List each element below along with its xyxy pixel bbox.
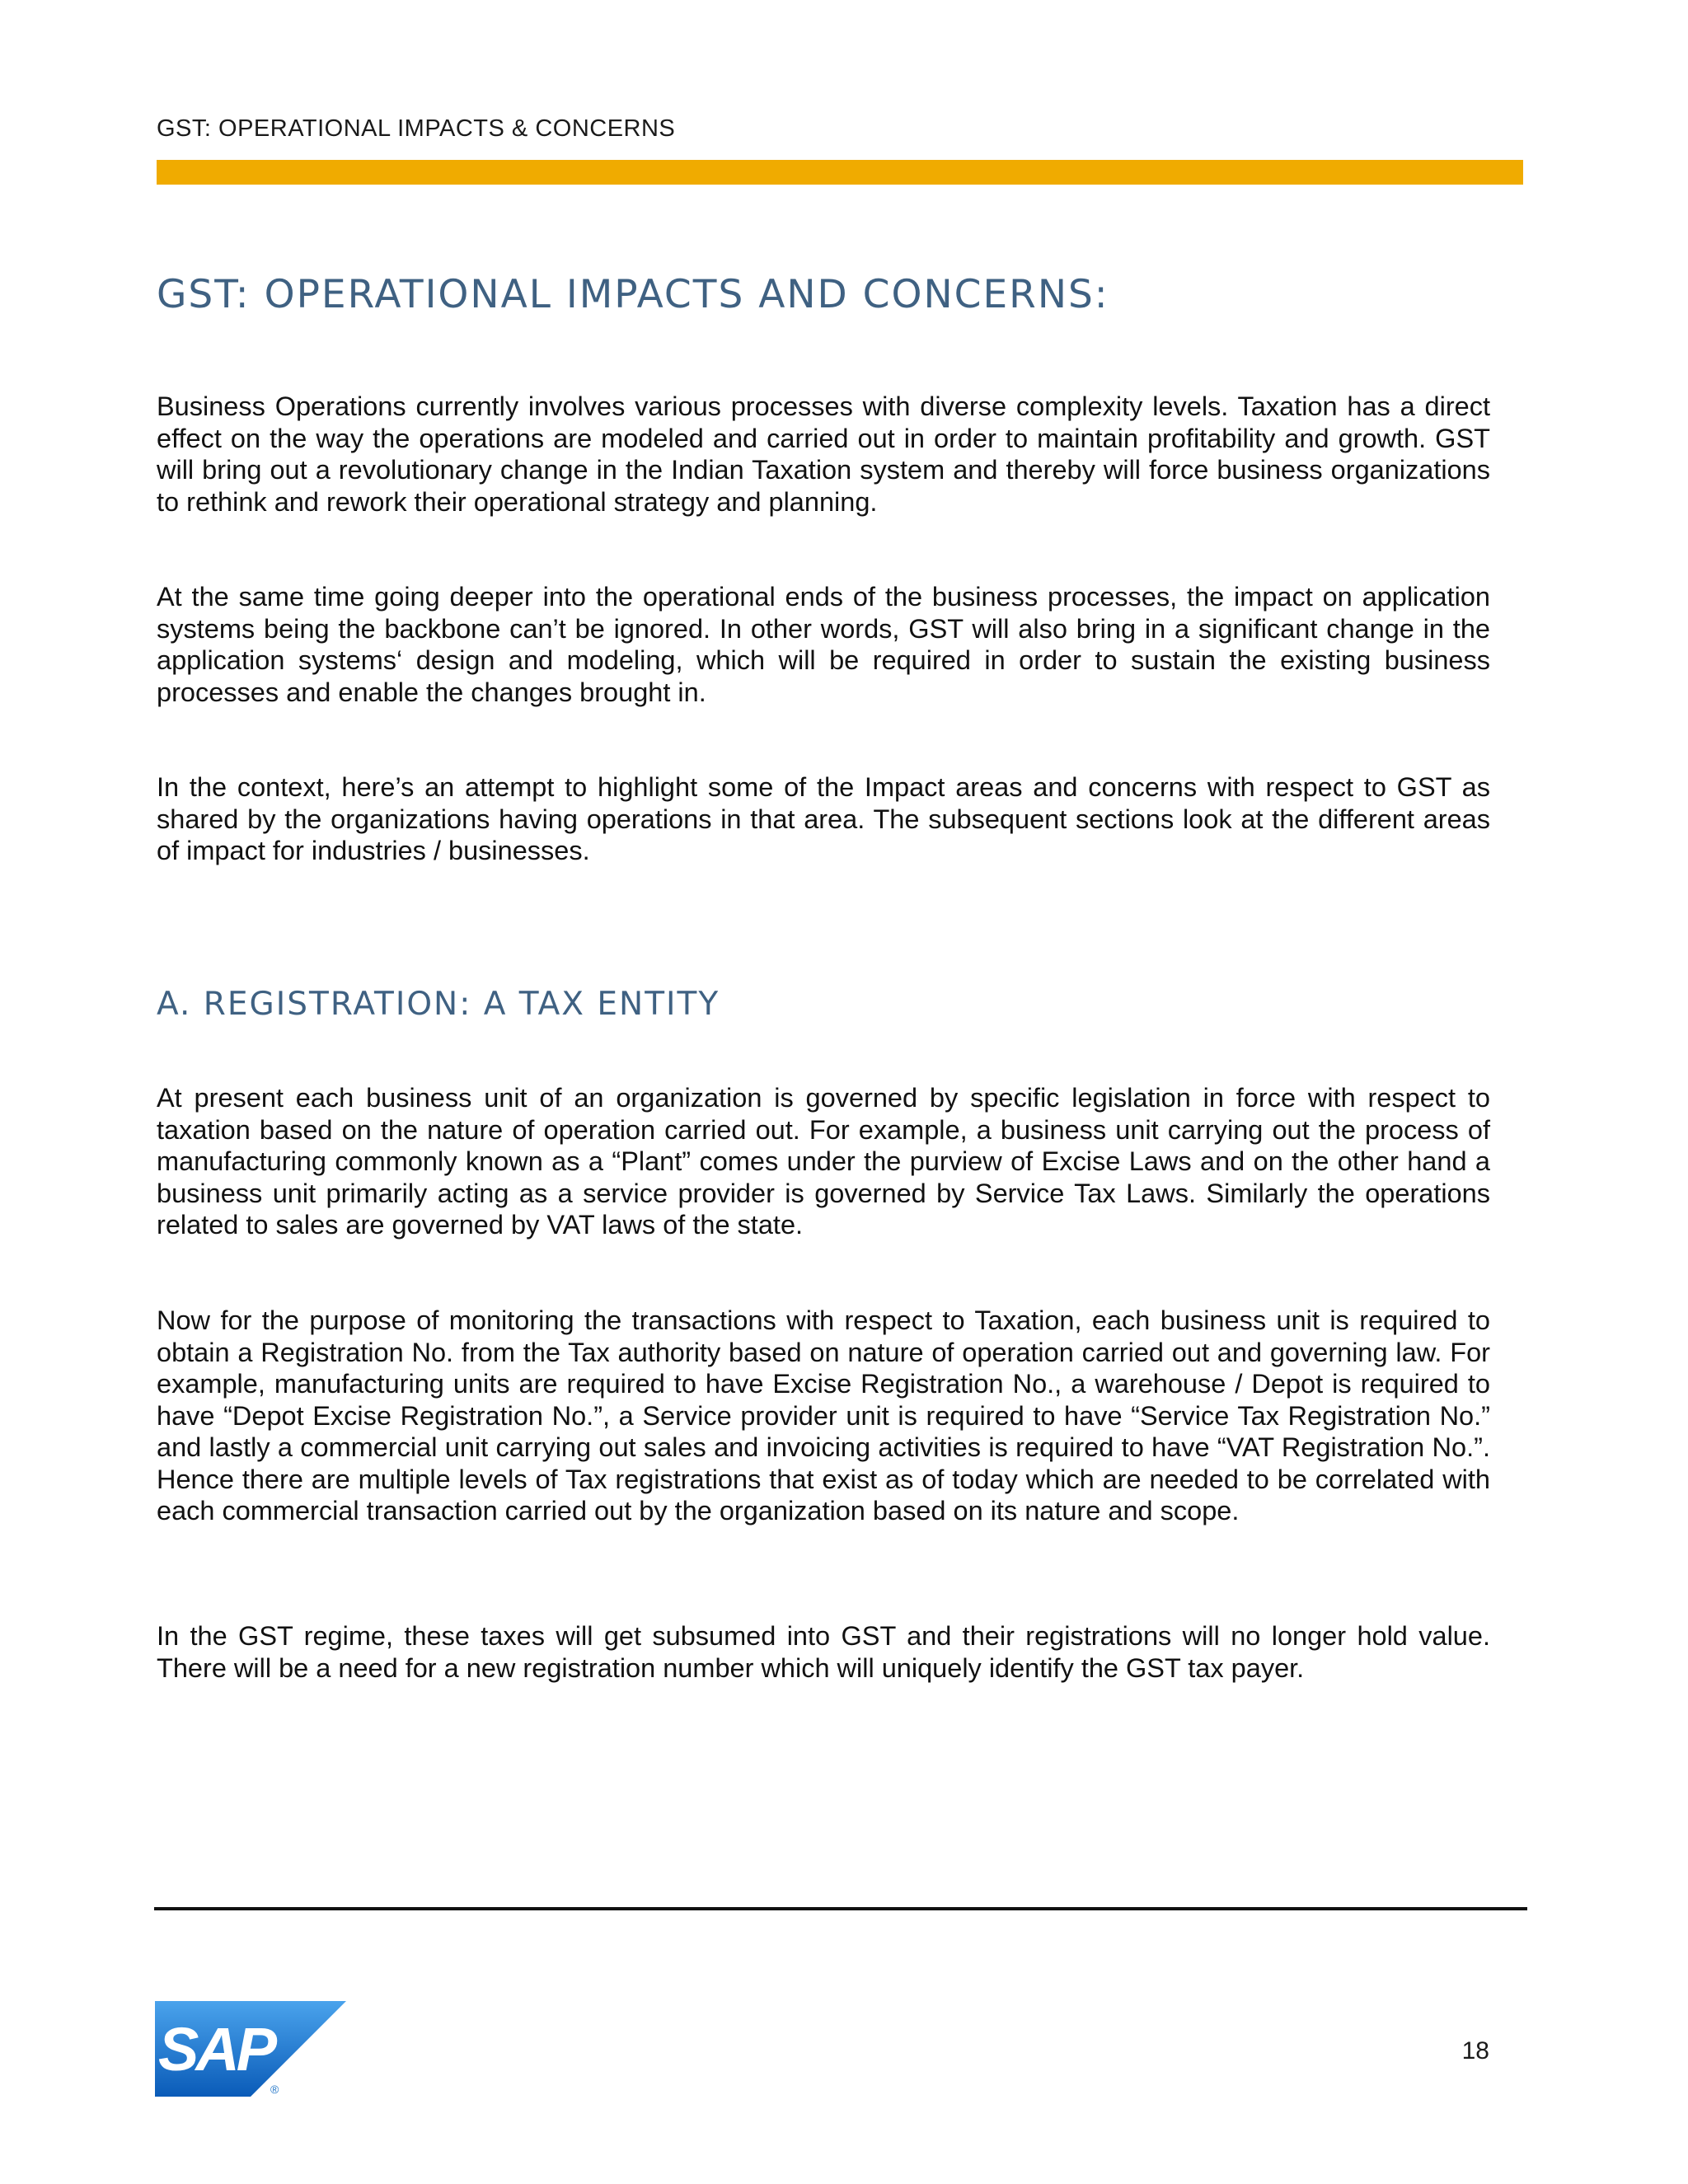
running-header: GST: OPERATIONAL IMPACTS & CONCERNS xyxy=(157,115,676,142)
sap-logo-text: SAP xyxy=(158,2015,274,2083)
registration-paragraph-1: At present each business unit of an organization is governed by specific legislation in force with respect to taxation based on the nature of operation carried out. For example, a business unit carrying out the process of manufacturing commonly known as a “Plant” comes under the purview of Excise Laws and on the other hand a business unit primarily acting as a service provider is governed by Service Tax Laws. Similarly the operations related to sales are governed by VAT laws of the state. xyxy=(157,1083,1490,1240)
section-heading-registration: A. REGISTRATION: A TAX ENTITY xyxy=(157,986,720,1023)
sap-logo xyxy=(155,2001,346,2097)
intro-paragraph-1: Business Operations currently involves various processes with diverse complexity levels. Taxation has a direct effect on the way the operations are modeled and carried out in order to maintain profitability and growth. GST will bring out a revolutionary change in the Indian Taxation system and thereby will force business organizations to rethink and rework their operational strategy and planning. xyxy=(157,391,1490,517)
header-accent-bar xyxy=(157,160,1523,185)
registration-paragraph-2: Now for the purpose of monitoring the transactions with respect to Taxation, each business unit is required to obtain a Registration No. from the Tax authority based on nature of operation carried out and governing law. For example, manufacturing units are required to have Excise Registration No., a warehouse / Depot is required to have “Depot Excise Registration No.”, a Service provider unit is required to have “Service Tax Registration No.” and lastly a commercial unit carrying out sales and invoicing activities is required to have “VAT Registration No.”. Hence there are multiple levels of Tax registrations that exist as of today which are needed to be correlated with each commercial transaction carried out by the organization based on its nature and scope. xyxy=(157,1305,1490,1526)
intro-paragraph-2: At the same time going deeper into the operational ends of the business processes, the impact on application systems being the backbone can’t be ignored. In other words, GST will also bring in a significant change in the application systems‘ design and modeling, which will be required in order to sustain the existing business processes and enable the changes brought in. xyxy=(157,582,1490,707)
intro-paragraph-3: In the context, here’s an attempt to highlight some of the Impact areas and concerns with respect to GST as shared by the organizations having operations in that area. The subsequent sections look at the different areas of impact for industries / businesses. xyxy=(157,772,1490,865)
sap-registered-mark: ® xyxy=(270,2083,279,2096)
page-title: GST: OPERATIONAL IMPACTS AND CONCERNS: xyxy=(157,272,1109,317)
page-number: 18 xyxy=(1461,2037,1489,2064)
footer-divider xyxy=(154,1907,1527,1910)
registration-paragraph-3: In the GST regime, these taxes will get subsumed into GST and their registrations will no longer hold value. There will be a need for a new registration number which will uniquely identify the GST tax payer. xyxy=(157,1621,1490,1683)
